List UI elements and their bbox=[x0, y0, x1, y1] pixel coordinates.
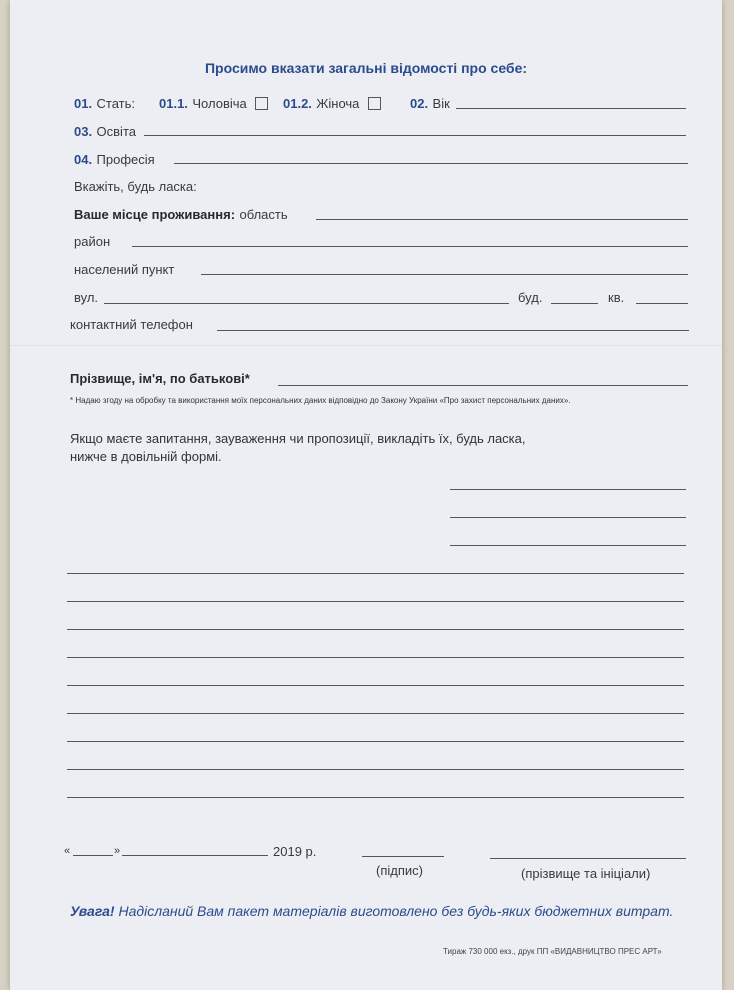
paper-fold bbox=[10, 345, 722, 347]
house-field[interactable] bbox=[551, 303, 598, 304]
female-label: Жіноча bbox=[316, 96, 360, 111]
male-option[interactable] bbox=[159, 95, 268, 113]
q02-number: 02. bbox=[410, 96, 429, 111]
q011-number: 01.1. bbox=[159, 96, 188, 111]
age-row bbox=[410, 95, 450, 113]
fullname-field[interactable] bbox=[278, 385, 688, 386]
residence-row bbox=[74, 206, 288, 224]
comment-line[interactable] bbox=[67, 797, 684, 798]
female-checkbox[interactable] bbox=[368, 97, 381, 110]
profession-label: Професія bbox=[96, 152, 155, 167]
oblast-field[interactable] bbox=[316, 219, 688, 220]
phone-field[interactable] bbox=[217, 330, 689, 331]
education-row bbox=[74, 123, 136, 141]
gender-row bbox=[74, 95, 135, 113]
questions-line-1: Якщо маєте запитання, зауваження чи пропозиції, викладіть їх, будь ласка, bbox=[70, 431, 526, 446]
warning-text: Надісланий Вам пакет матеріалів виготовлено без будь-яких бюджетних витрат. bbox=[118, 903, 674, 919]
education-label: Освіта bbox=[96, 124, 136, 139]
profession-row bbox=[74, 151, 155, 169]
date-open-quote: « bbox=[64, 845, 71, 857]
gender-label: Стать: bbox=[96, 96, 136, 111]
comment-line[interactable] bbox=[67, 685, 684, 686]
street-label: вул. bbox=[74, 290, 99, 305]
comment-line[interactable] bbox=[67, 741, 684, 742]
oblast-label: область bbox=[239, 207, 288, 222]
day-field[interactable] bbox=[73, 855, 113, 856]
fullname-label: Прізвище, ім'я, по батькові* bbox=[70, 371, 250, 386]
comment-line[interactable] bbox=[67, 713, 684, 714]
please-specify-text: Вкажіть, будь ласка: bbox=[74, 179, 197, 194]
surname-initials-caption: (прізвище та ініціали) bbox=[521, 866, 651, 881]
male-checkbox[interactable] bbox=[255, 97, 268, 110]
male-label: Чоловіча bbox=[192, 96, 247, 111]
comment-line[interactable] bbox=[67, 629, 684, 630]
age-label: Вік bbox=[432, 96, 450, 111]
q01-number: 01. bbox=[74, 96, 93, 111]
comment-line[interactable] bbox=[67, 769, 684, 770]
comment-line[interactable] bbox=[67, 601, 684, 602]
apartment-field[interactable] bbox=[636, 303, 688, 304]
consent-note: * Надаю згоду на обробку та використання моїх персональних даних відповідно до Закону України «Про захист персональних даних». bbox=[70, 396, 571, 405]
q04-number: 04. bbox=[74, 152, 93, 167]
signature-caption: (підпис) bbox=[376, 863, 423, 878]
q03-number: 03. bbox=[74, 124, 93, 139]
settlement-field[interactable] bbox=[201, 274, 688, 275]
form-title: Просимо вказати загальні відомості про себе: bbox=[204, 60, 528, 76]
signature-field[interactable] bbox=[362, 856, 444, 857]
age-field[interactable] bbox=[456, 108, 686, 109]
warning-label: Увага! bbox=[70, 903, 115, 919]
comment-line[interactable] bbox=[450, 545, 686, 546]
house-label: буд. bbox=[518, 290, 543, 305]
print-info: Тираж 730 000 екз., друк ПП «ВИДАВНИЦТВО ПРЕС АРТ» bbox=[443, 947, 662, 956]
comment-line[interactable] bbox=[67, 573, 684, 574]
district-field[interactable] bbox=[132, 246, 688, 247]
settlement-label: населений пункт bbox=[74, 262, 175, 277]
phone-label: контактний телефон bbox=[70, 317, 193, 332]
questions-line-2: нижче в довільній формі. bbox=[70, 449, 222, 464]
district-label: район bbox=[74, 234, 111, 249]
questions-text bbox=[70, 430, 526, 466]
residence-heading: Ваше місце проживання: bbox=[74, 207, 236, 222]
warning-line bbox=[70, 903, 673, 919]
apartment-label: кв. bbox=[608, 290, 625, 305]
comment-line[interactable] bbox=[67, 657, 684, 658]
comment-line[interactable] bbox=[450, 489, 686, 490]
female-option[interactable] bbox=[283, 95, 381, 113]
form-sheet bbox=[10, 0, 722, 990]
education-field[interactable] bbox=[144, 135, 686, 136]
surname-initials-field[interactable] bbox=[490, 858, 686, 859]
street-field[interactable] bbox=[104, 303, 509, 304]
profession-field[interactable] bbox=[174, 163, 688, 164]
q012-number: 01.2. bbox=[283, 96, 312, 111]
year-text: 2019 р. bbox=[273, 844, 317, 859]
comment-line[interactable] bbox=[450, 517, 686, 518]
month-field[interactable] bbox=[122, 855, 268, 856]
date-close-quote: » bbox=[114, 845, 121, 857]
